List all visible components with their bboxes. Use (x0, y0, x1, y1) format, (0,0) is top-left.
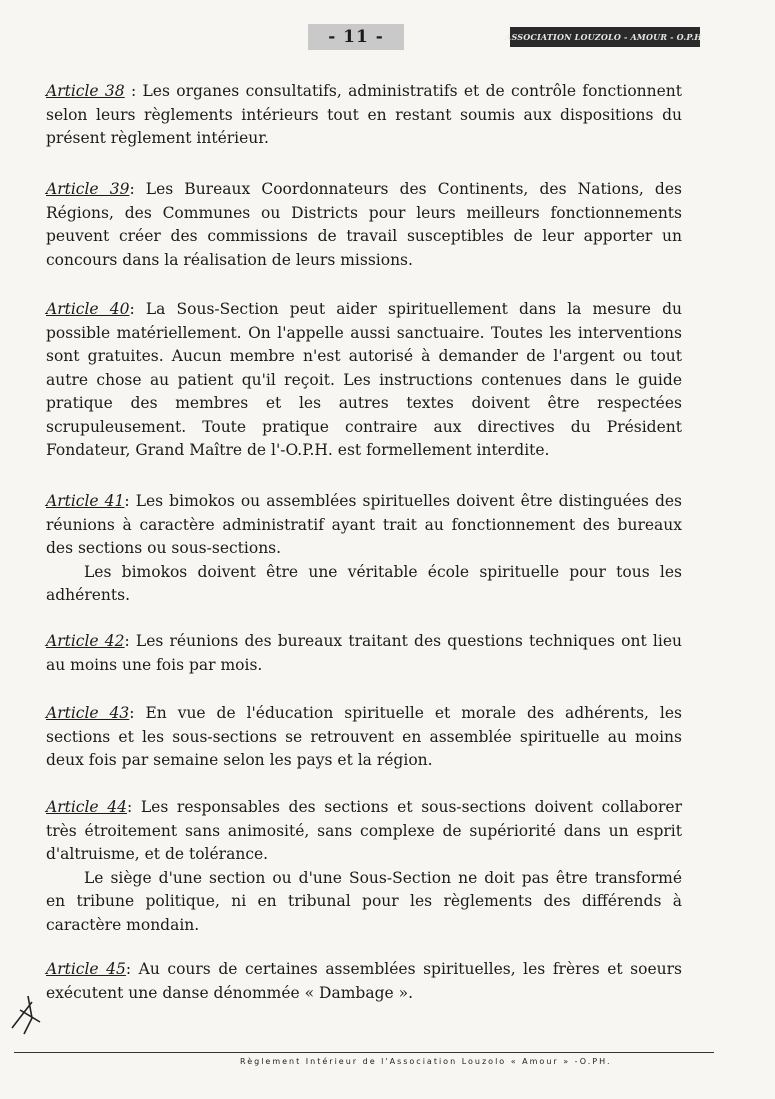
article-text: : Les bimokos ou assemblées spirituelles doivent être distinguées des réunions à caractère administratif ayant trait au fonctionnement des bureaux des sections ou sous-sections. (46, 492, 682, 557)
article-text: : Au cours de certaines assemblées spirituelles, les frères et soeurs exécutent une danse dénommée « Dambage ». (46, 960, 682, 1002)
article-label: Article 39 (46, 180, 130, 198)
article-39 (46, 178, 682, 272)
article-label: Article 40 (46, 300, 130, 318)
signature-mark (10, 988, 50, 1038)
article-text: : Les responsables des sections et sous-sections doivent collaborer très étroitement sans animosité, sans complexe de supériorité dans un esprit d'altruisme, et de tolérance. (46, 798, 682, 863)
article-43 (46, 702, 682, 773)
article-40 (46, 298, 682, 463)
article-paragraph: Le siège d'une section ou d'une Sous-Section ne doit pas être transformé en tribune politique, ni en tribunal pour les règlements des différends à caractère mondain. (46, 868, 682, 934)
article-38 (46, 80, 682, 151)
article-41 (46, 490, 682, 608)
article-42 (46, 630, 682, 677)
article-text: : Les réunions des bureaux traitant des questions techniques ont lieu au moins une fois par mois. (46, 632, 682, 674)
article-label: Article 43 (46, 704, 130, 722)
article-44 (46, 796, 682, 937)
article-label: Article 38 (46, 82, 125, 100)
article-text: : En vue de l'éducation spirituelle et morale des adhérents, les sections et les sous-sections se retrouvent en assemblée spirituelle au moins deux fois par semaine selon les pays et la région. (46, 704, 682, 769)
article-label: Article 44 (46, 798, 127, 816)
article-paragraph: Les bimokos doivent être une véritable école spirituelle pour tous les adhérents. (46, 562, 682, 604)
article-label: Article 42 (46, 632, 125, 650)
article-text: : Les Bureaux Coordonnateurs des Continents, des Nations, des Régions, des Communes ou Districts pour leurs meilleurs fonctionnements peuvent créer des commissions de travail susceptibles de leur apporter un concours dans la réalisation de leurs missions. (46, 180, 682, 269)
page-number: - 11 - (308, 24, 404, 50)
article-45 (46, 958, 682, 1005)
article-text: : La Sous-Section peut aider spirituellement dans la mesure du possible matériellement. On l'appelle aussi sanctuaire. Toutes les interventions sont gratuites. Aucun membre n'est autorisé à demander de l'argent ou tout autre chose au patient qu'il reçoit. Les instructions contenues dans le guide pratique des membres et les autres textes doivent être respectées scrupuleusement. Toute pratique contraire aux directives du Président Fondateur, Grand Maître de l'-O.P.H. est formellement interdite. (46, 300, 682, 459)
association-banner: ASSOCIATION LOUZOLO - AMOUR - O.P.H. (510, 27, 700, 47)
footer-text: Règlement Intérieur de l'Association Louzolo « Amour » -O.PH. (240, 1057, 612, 1066)
article-label: Article 41 (46, 492, 125, 510)
footer-divider (14, 1052, 714, 1053)
article-text: : Les organes consultatifs, administratifs et de contrôle fonctionnent selon leurs règlements intérieurs tout en restant soumis aux dispositions du présent règlement intérieur. (46, 82, 682, 147)
article-label: Article 45 (46, 960, 126, 978)
